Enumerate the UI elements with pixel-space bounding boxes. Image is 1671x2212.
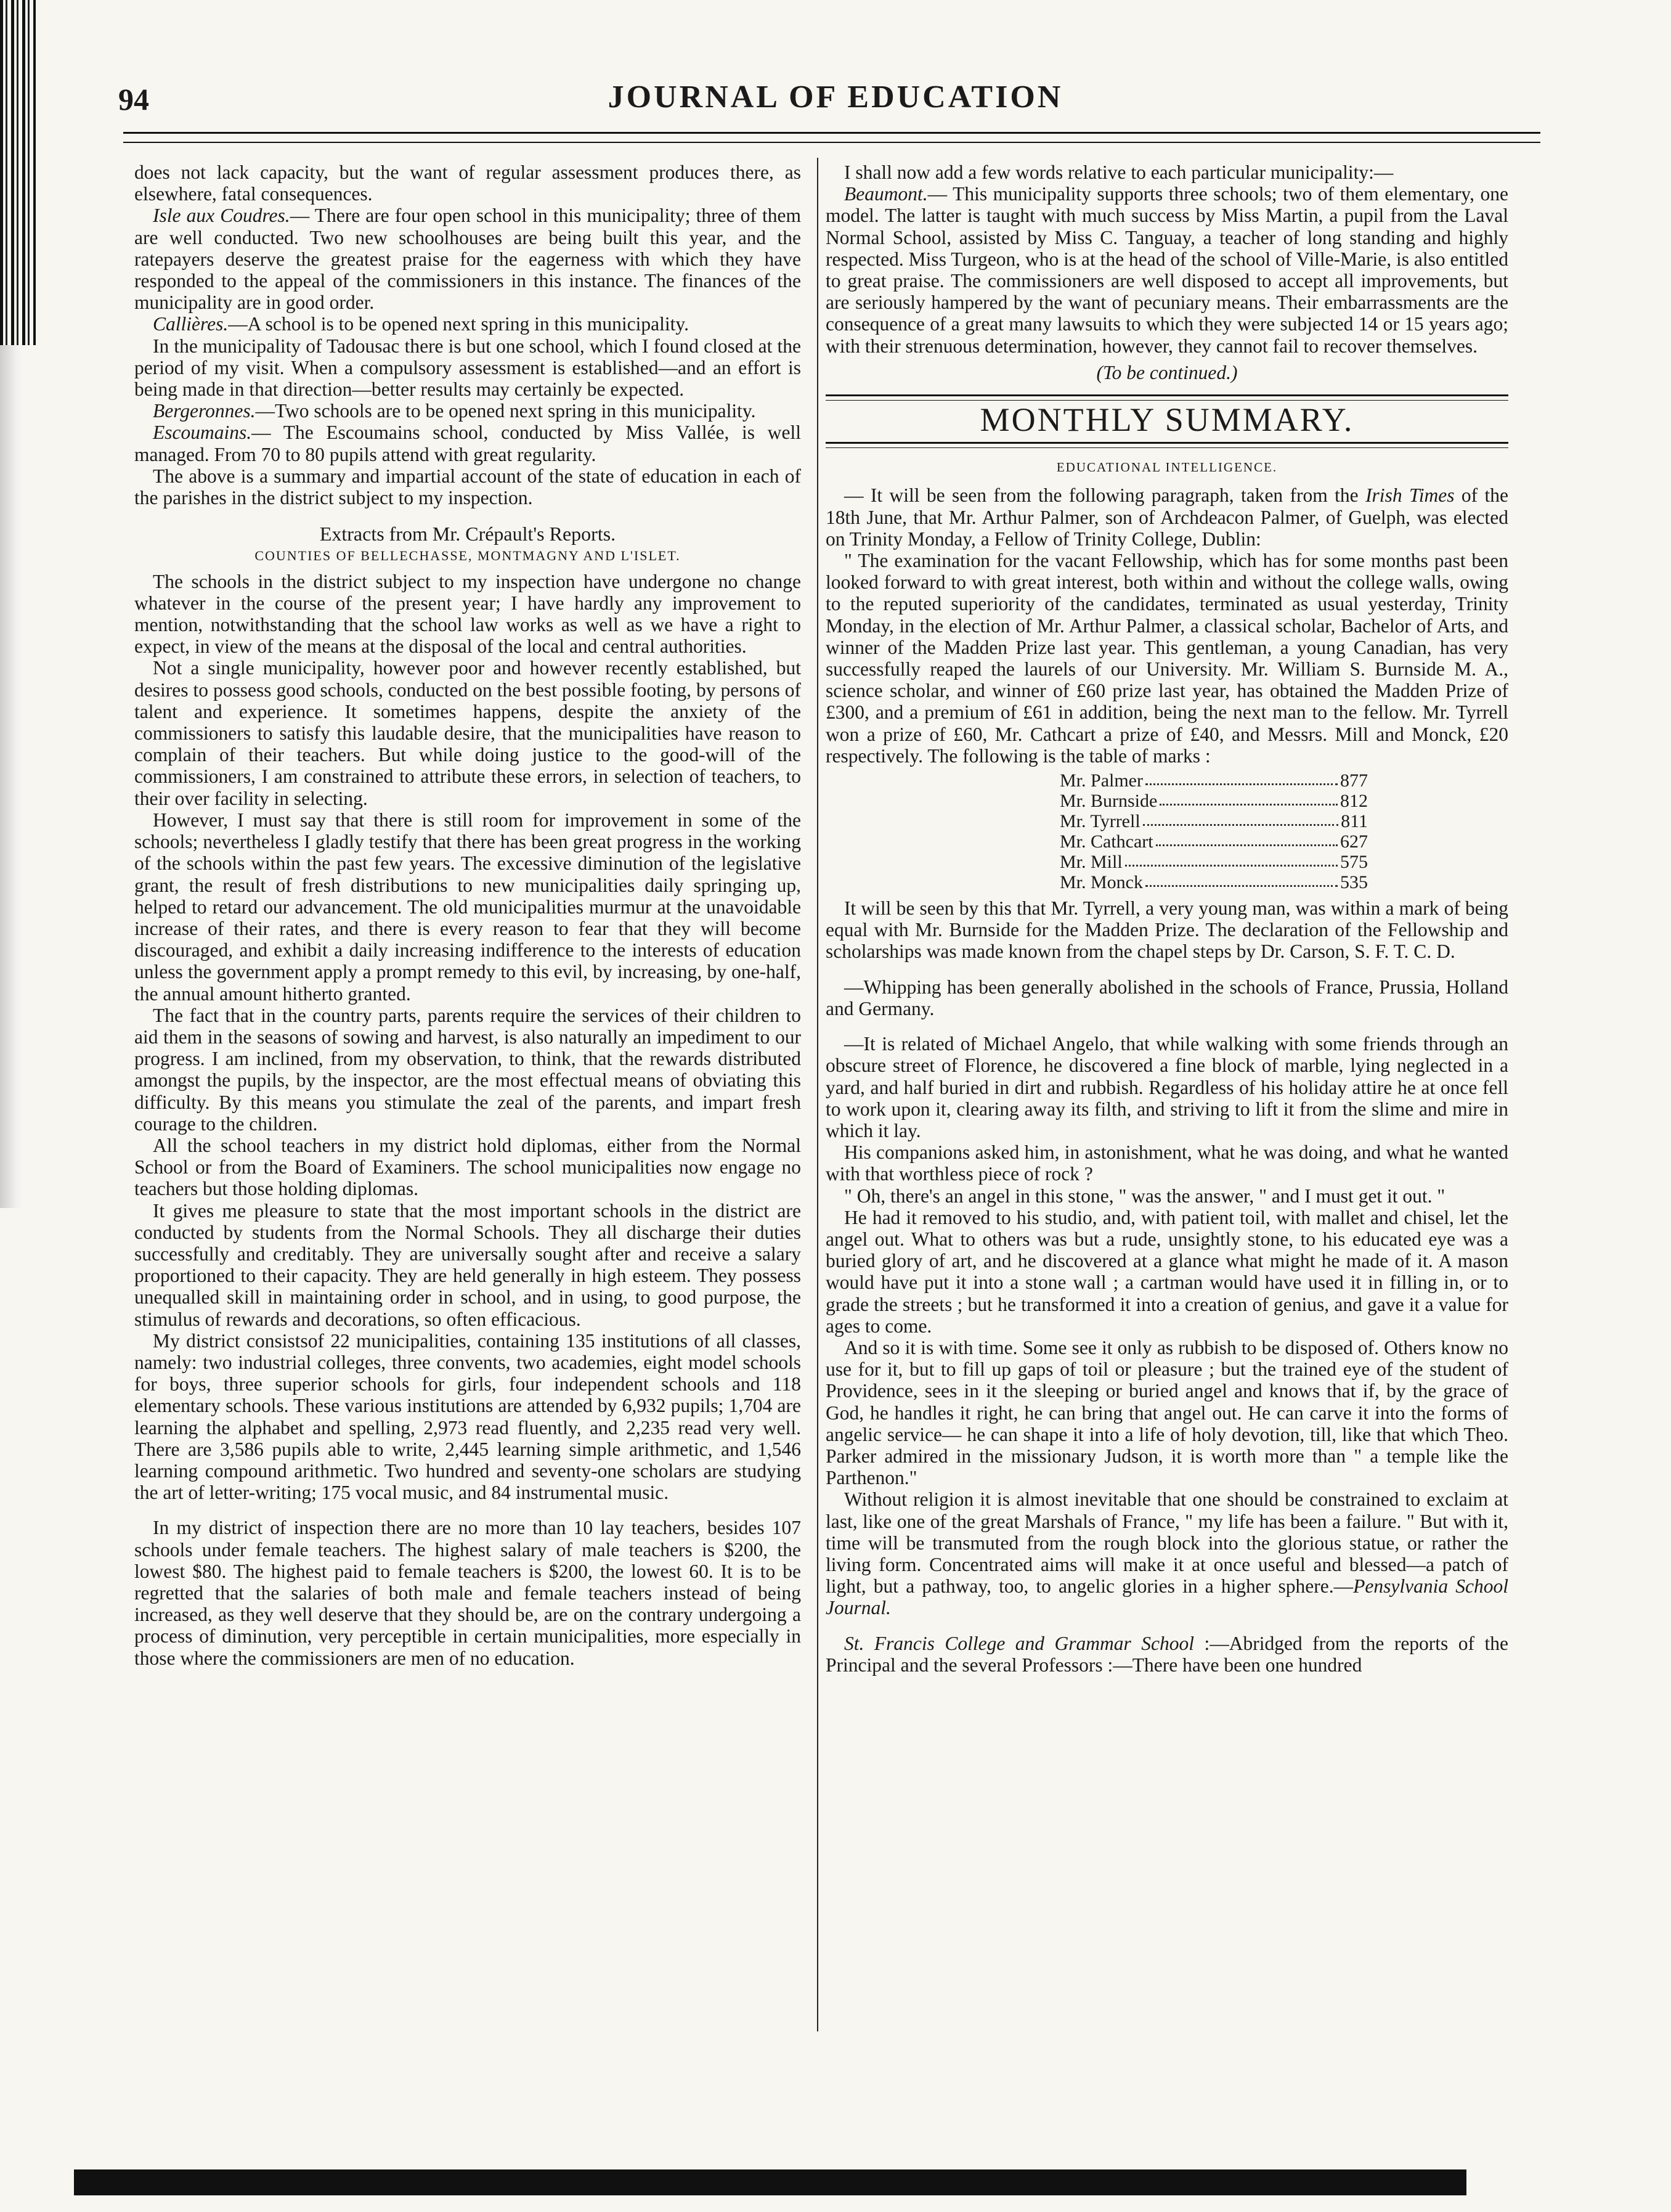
paragraph: —Whipping has been generally abolished in the schools of France, Prussia, Holland and Germany.: [826, 976, 1508, 1019]
section-rule: [826, 394, 1508, 401]
spacer: [134, 1503, 801, 1517]
section-rule: [826, 442, 1508, 448]
paragraph: Beaumont.— This municipality supports three schools; two of them elementary, one model. The latter is taught with much success by Miss Martin, a pupil from the Laval Normal School, assisted by Miss C. Tanguay, a teacher of long standing and highly respected. Miss Turgeon, who is at the head of the school of Ville-Marie, is also entitled to great praise. The commissioners are well disposed to accept all improvements, but are seriously hampered by the want of pecuniary means. Their embarrassments are the consequence of a great many lawsuits to which they were subjected 14 or 15 years ago; with their strenuous determination, however, they cannot fail to recover themselves.: [826, 183, 1509, 357]
spacer: [826, 1019, 1508, 1033]
paragraph: Isle aux Coudres.— There are four open school in this municipality; three of them are well conducted. Two new schoolhouses are being built this year, and the ratepayers deserve the greatest praise for the eagerness with which they have responded to the appeal of the commissioners in this instance. The finances of the municipality are in good order.: [134, 205, 801, 314]
paragraph: All the school teachers in my district hold diplomas, either from the Normal School or from the Board of Examiners. The school municipalities now engage no teachers but those holding diplomas.: [134, 1134, 801, 1200]
paragraph: His companions asked him, in astonishment, what he was doing, and what he wanted with that worthless piece of rock ?: [826, 1141, 1508, 1185]
spacer: [826, 963, 1508, 976]
marks-row: Mr. Burnside 812: [1060, 791, 1368, 812]
paragraph: — It will be seen from the following paragraph, taken from the Irish Times of the 18th June, that Mr. Arthur Palmer, son of Archdeacon Palmer, of Guelph, was elected on Trinity Monday, a Fellow of Trinity College, Dublin:: [826, 484, 1508, 550]
marks-table: [1060, 770, 1368, 892]
paragraph: In the municipality of Tadousac there is but one school, which I found closed at the period of my visit. When a compulsory assessment is established—and an effort is being made in that direction—better results may certainly be expected.: [134, 335, 801, 401]
paragraph: Escoumains.— The Escoumains school, conducted by Miss Vallée, is well managed. From 70 to 80 pupils attend with great regularity.: [134, 422, 801, 465]
page-binding-edge: [0, 0, 36, 345]
marks-row: Mr. Mill 575: [1060, 852, 1368, 873]
paragraph: Callières.—A school is to be opened next spring in this municipality.: [153, 313, 689, 335]
left-column: [134, 161, 801, 1669]
paragraph: The schools in the district subject to my inspection have undergone no change whatever in the course of the present year; I have hardly any improvement to mention, notwithstanding that the school law works as well as we have a right to expect, in view of the means at the disposal of the local and central authorities.: [134, 570, 801, 658]
section-heading: Extracts from Mr. Crépault's Reports.: [319, 523, 616, 545]
paragraph: And so it is with time. Some see it only as rubbish to be disposed of. Others know no use for it, but to fill up gaps of toil or pleasure ; but the trained eye of the student of Providence, sees in it the sleeping or buried angel and knows that if, by the grace of God, he handles it right, he can bring that angel out. He can carve it into the forms of angelic service— he can shape it into a life of holy devotion, till, like that which Theo. Parker admired in the missionary Judson, it is worth more than " a temple like the Parthenon.": [826, 1336, 1508, 1489]
paragraph: However, I must say that there is still room for improvement in some of the schools; nevertheless I gladly testify that there has been great progress in the working of the schools within the past few years. The excessive diminution of the legislative grant, the result of fresh distributions to new municipalities daily springing up, helped to retard our advancement. The old municipalities murmur at the unavoidable increase of their rates, and there is every reason to fear that they will become discouraged, and exhibit a daily increasing indifference to the interests of education unless the government apply a prompt remedy to this evil, by increasing, by one-half, the annual amount hitherto granted.: [134, 809, 801, 1005]
running-title: JOURNAL OF EDUCATION: [608, 80, 1063, 115]
marks-row: Mr. Tyrrell 811: [1060, 811, 1368, 832]
paragraph: " The examination for the vacant Fellowship, which has for some months past been looked forward to with great interest, both within and without the college walls, owing to the reputed superiority of the candidates, terminated as usual yesterday, Trinity Monday, in the election of Mr. Arthur Palmer, a classical scholar, Bachelor of Arts, and winner of the Madden Prize last year. This gentleman, a young Canadian, has very successfully reaped the laurels of our University. Mr. William S. Burnside M. A., science scholar, and winner of £60 prize last year, has obtained the Madden Prize of £300, and a premium of £61 in addition, being the next man to the fellow. Mr. Tyrrell won a prize of £60, Mr. Cathcart a prize of £40, and Messrs. Mill and Monck, £20 respectively. The following is the table of marks :: [826, 550, 1508, 767]
paragraph: It gives me pleasure to state that the most important schools in the district are conducted by students from the Normal Schools. They all discharge their duties successfully and creditably. They are universally sought after and receive a salary proportioned to their capacity. They are held generally in high esteem. They possess unequalled skill in maintaining order in school, and in using, to good purpose, the stimulus of rewards and decorations, so often efficacious.: [134, 1199, 801, 1330]
marks-row: Mr. Monck 535: [1060, 872, 1368, 893]
paragraph: My district consistsof 22 municipalities, containing 135 institutions of all classes, namely: two industrial colleges, three convents, two academies, eight model schools for boys, three superior schools for girls, four independent schools and 118 elementary schools. These various institutions are attended by 6,932 pupils; 1,704 are learning the alphabet and spelling, 2,973 read fluently, and 2,235 read very well. There are 3,586 pupils able to write, 2,445 learning simple arithmetic, and 1,546 learning compound arithmetic. Two hundred and seventy-one scholars are studying the art of letter-writing; 175 vocal music, and 84 instrumental music.: [134, 1329, 801, 1504]
page-number: 94: [118, 82, 149, 116]
marks-row: Mr. Palmer 877: [1060, 770, 1368, 791]
page-binding-shadow: [0, 345, 22, 1208]
page-bottom-edge: [74, 2169, 1466, 2195]
paragraph: The fact that in the country parts, parents require the services of their children to aid them in the seasons of sowing and harvest, is also naturally an impediment to our progress. I am inclined, from my observation, to think, that the rewards distributed amongst the pupils, by the inspector, are the most effectual means of obviating this difficulty. By this means you stimulate the zeal of the parents, and impart fresh courage to the children.: [134, 1004, 801, 1135]
right-column: [826, 161, 1508, 1676]
paragraph: " Oh, there's an angel in this stone, " was the answer, " and I must get it out. ": [844, 1185, 1445, 1207]
paragraph: It will be seen by this that Mr. Tyrrell, a very young man, was within a mark of being equal with Mr. Burnside for the Madden Prize. The declaration of the Fellowship and scholarships was made known from the chapel steps by Dr. Carson, S. F. T. C. D.: [826, 897, 1508, 963]
paragraph: He had it removed to his studio, and, with patient toil, with mallet and chisel, let the angel out. What to others was but a rude, unsightly stone, to his educated eye was a buried glory of art, and he discovered at a glance what might he made of it. A mason would have put it into a stone wall ; a cartman would have used it in filling in, or to grade the streets ; but he transformed it into a creation of genius, and gave it a value for ages to come.: [826, 1206, 1508, 1337]
paragraph: Bergeronnes.—Two schools are to be opened next spring in this municipality.: [153, 400, 756, 422]
header-rule: [123, 132, 1540, 143]
paragraph: The above is a summary and impartial account of the state of education in each of the parishes in the district subject to my inspection.: [134, 465, 801, 509]
paragraph: does not lack capacity, but the want of regular assessment produces there, as elsewhere, fatal consequences.: [134, 161, 801, 205]
column-divider: [817, 158, 818, 2031]
spacer: [826, 1619, 1508, 1633]
paragraph: Not a single municipality, however poor and however recently established, but desires to possess good schools, conducted on the best possible footing, by persons of talent and experience. It sometimes happens, despite the anxiety of the commissioners to satisfy this laudable desire, that the municipalities have reason to complain of their teachers. But while doing justice to the good-will of the commissioners, I am constrained to attribute these errors, in selection of teachers, to their over facility in selecting.: [134, 657, 801, 809]
paragraph: St. Francis College and Grammar School :—Abridged from the reports of the Principal and the several Professors :—There have been one hundred: [826, 1632, 1508, 1676]
continued-note: (To be continued.): [1096, 361, 1238, 383]
paragraph: I shall now add a few words relative to each particular municipality:—: [844, 161, 1394, 183]
marks-row: Mr. Cathcart 627: [1060, 831, 1368, 852]
paragraph: In my district of inspection there are no more than 10 lay teachers, besides 107 schools under female teachers. The highest salary of male teachers is $200, the lowest $80. The highest paid to female teachers is $200, the lowest 60. It is to be regretted that the salaries of both male and female teachers instead of being increased, as they well deserve that they should be, are on the contrary undergoing a process of diminution, very perceptible in certain municipalities, more especially in those where the commissioners are men of no education.: [134, 1517, 801, 1669]
monthly-summary-title: MONTHLY SUMMARY.: [980, 401, 1354, 439]
paragraph: Without religion it is almost inevitable that one should be constrained to exclaim at last, like one of the great Marshals of France, " my life has been a failure. " But with it, time will be transmuted from the rough block into the glorious statue, or rather the living form. Concentrated aims will make it at once useful and blessed—a patch of light, but a pathway, too, to angelic glories in a higher sphere.—Pensylvania School Journal.: [826, 1488, 1508, 1619]
educational-intelligence-heading: EDUCATIONAL INTELLIGENCE.: [1056, 460, 1278, 475]
paragraph: —It is related of Michael Angelo, that while walking with some friends through an obscure street of Florence, he discovered a fine block of marble, lying neglected in a yard, and half buried in dirt and rubbish. Regardless of his holiday attire he at once fell to work upon it, clearing away its filth, and striving to lift it from the slime and mire in which it lay.: [826, 1033, 1508, 1141]
section-subheading: COUNTIES OF BELLECHASSE, MONTMAGNY AND L'ISLET.: [254, 548, 681, 564]
